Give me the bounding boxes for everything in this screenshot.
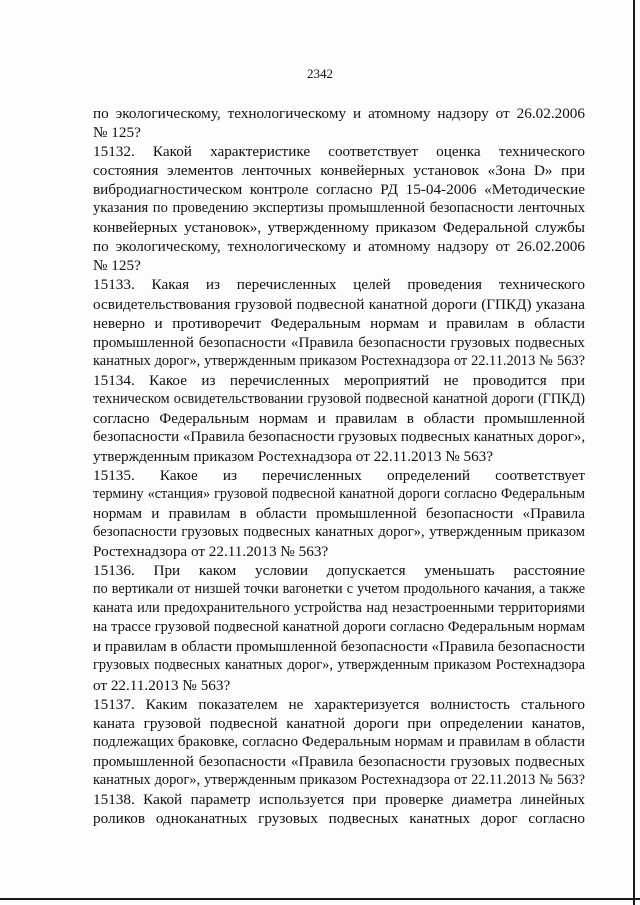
text-line: указания по проведению экспертизы промышленной безопасности ленточных xyxy=(93,200,585,216)
text-line: 15137. Каким показателем не характеризуется волнистость стального xyxy=(93,696,585,713)
text-line: по вертикали от низшей точки вагонетки с учетом продольного качания, а также xyxy=(93,581,585,597)
page-number: 2342 xyxy=(307,66,333,81)
page-edge-right xyxy=(633,0,635,905)
text-line: канатных дорог», утвержденным приказом Ростехнадзора от 22.11.2013 № 563? xyxy=(93,772,585,788)
text-line: освидетельствования грузовой подвесной канатной дороги (ГПКД) указана xyxy=(93,296,585,313)
text-line: вибродиагностическом контроле согласно РД 15-04-2006 «Методические xyxy=(93,181,585,198)
text-line: по экологическому, технологическому и атомному надзору от 26.02.2006 xyxy=(93,105,585,122)
text-line: 15134. Какое из перечисленных мероприятий не проводится при xyxy=(93,372,585,389)
text-line: грузовых подвесных канатных дорог», утвержденным приказом Ростехнадзора xyxy=(93,657,585,673)
text-line: № 125? xyxy=(93,124,141,141)
text-line: безопасности «Правила безопасности грузовых подвесных канатных дорог», xyxy=(93,429,585,445)
text-line: Ростехнадзора от 22.11.2013 № 563? xyxy=(93,543,329,560)
text-line: 15133. Какая из перечисленных целей проведения технического xyxy=(93,276,585,293)
text-line: 15135. Какое из перечисленных определений соответствует xyxy=(93,467,585,484)
text-line: согласно Федеральным нормам и правилам в области промышленной xyxy=(93,410,585,427)
text-line: от 22.11.2013 № 563? xyxy=(93,677,231,694)
text-line: и правилам в области промышленной безопасности «Правила безопасности xyxy=(93,638,585,655)
text-line: утвержденным приказом Ростехнадзора от 22.11.2013 № 563? xyxy=(93,448,494,465)
text-line: 15136. При каком условии допускается уменьшать расстояние xyxy=(93,562,585,579)
text-line: каната или предохранительного устройства над незастроенными территориями xyxy=(93,600,585,616)
text-line: по экологическому, технологическому и атомному надзору от 26.02.2006 xyxy=(93,238,585,255)
text-line: конвейерных установок», утвержденному приказом Федеральной службы xyxy=(93,219,585,236)
text-line: на трассе грузовой подвесной канатной дороги согласно Федеральным нормам xyxy=(93,619,585,635)
text-line: промышленной безопасности «Правила безопасности грузовых подвесных xyxy=(93,334,585,351)
text-line: промышленной безопасности «Правила безопасности грузовых подвесных xyxy=(93,753,585,770)
text-line: канатных дорог», утвержденным приказом Ростехнадзора от 22.11.2013 № 563? xyxy=(93,353,585,369)
text-line: неверно и противоречит Федеральным нормам и правилам в области xyxy=(93,315,585,332)
text-line: 15132. Какой характеристике соответствует оценка технического xyxy=(93,143,585,160)
text-line: безопасности грузовых подвесных канатных дорог», утвержденным приказом xyxy=(93,524,585,540)
text-line: каната грузовой подвесной канатной дороги при определении канатов, xyxy=(93,715,585,732)
text-line: состояния элементов ленточных конвейерных установок «Зона D» при xyxy=(93,162,585,179)
text-line: подлежащих браковке, согласно Федеральным нормам и правилам в области xyxy=(93,734,585,750)
text-line: 15138. Какой параметр используется при проверке диаметра линейных xyxy=(93,791,585,808)
page-edge-bottom xyxy=(0,898,640,900)
text-line: № 125? xyxy=(93,257,141,274)
text-line: термину «станция» грузовой подвесной канатной дороги согласно Федеральным xyxy=(93,486,585,502)
text-line: роликов одноканатных грузовых подвесных канатных дорог согласно xyxy=(93,810,585,827)
text-line: техническом освидетельствовании грузовой подвесной канатной дороги (ГПКД) xyxy=(93,391,585,407)
text-line: нормам и правилам в области промышленной безопасности «Правила xyxy=(93,505,585,522)
